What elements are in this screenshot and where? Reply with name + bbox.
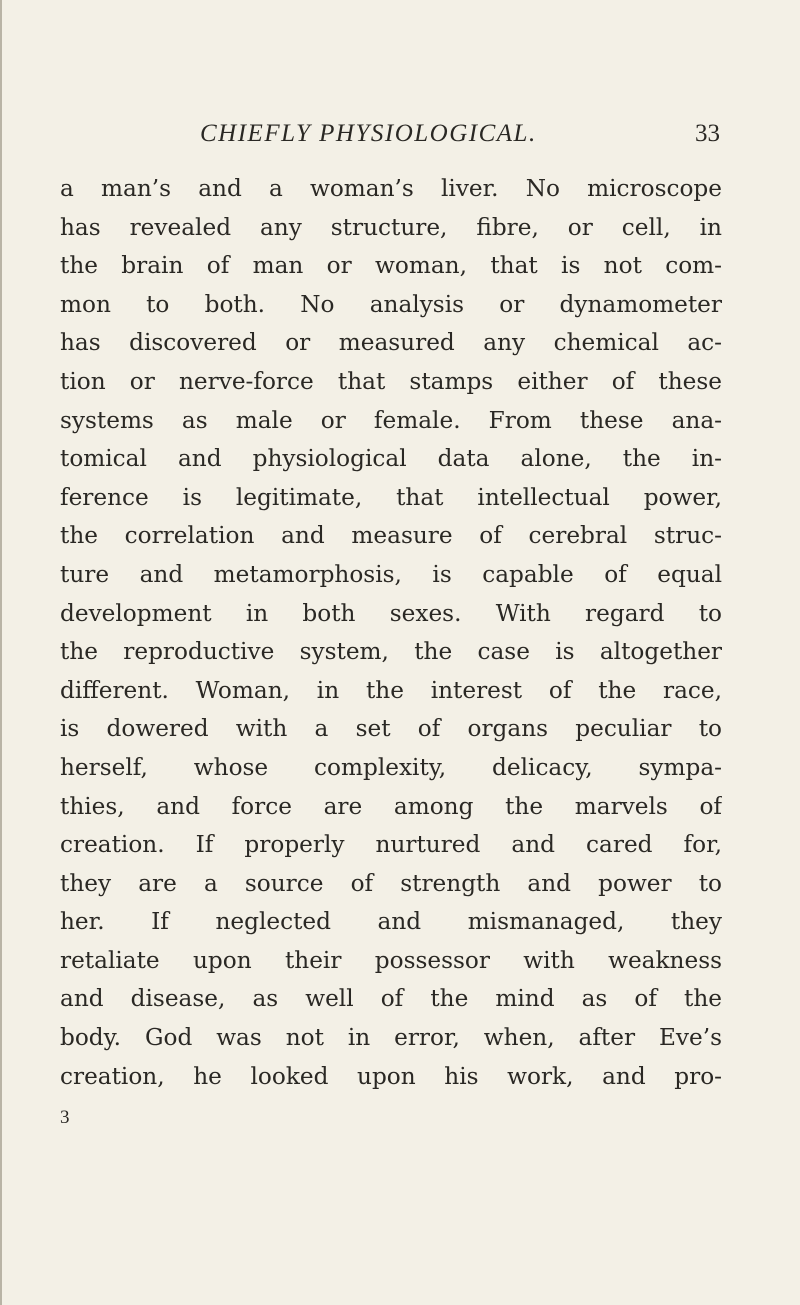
text-line: herself, whose complexity, delicacy, sympa-: [60, 753, 722, 781]
text-line: tomical and physiological data alone, the in-: [60, 445, 722, 473]
text-line: ference is legitimate, that intellectual power,: [60, 483, 722, 511]
text-line: creation, he looked upon his work, and pro-: [60, 1062, 722, 1090]
text-line: systems as male or female. From these ana-: [60, 406, 722, 434]
text-line: her. If neglected and mismanaged, they: [60, 908, 722, 936]
page-edge: [0, 0, 2, 1305]
text-line: retaliate upon their possessor with weakness: [60, 946, 722, 974]
text-line: has discovered or measured any chemical ac-: [60, 329, 722, 357]
text-line: they are a source of strength and power to: [60, 869, 722, 897]
text-line: the brain of man or woman, that is not com-: [60, 252, 722, 280]
text-line: tion or nerve-force that stamps either of these: [60, 367, 722, 395]
text-line: is dowered with a set of organs peculiar to: [60, 715, 722, 743]
text-line: different. Woman, in the interest of the race,: [60, 676, 722, 704]
text-line: a man’s and a woman’s liver. No microscope: [60, 175, 722, 202]
signature-mark: 3: [60, 1107, 70, 1128]
text-line: the reproductive system, the case is altogether: [60, 638, 722, 666]
text-line: and disease, as well of the mind as of the: [60, 985, 722, 1013]
text-line: creation. If properly nurtured and cared for,: [60, 831, 722, 859]
text-line: has revealed any structure, fibre, or cell, in: [60, 213, 722, 241]
running-head: [60, 116, 720, 152]
text-line: development in both sexes. With regard to: [60, 599, 722, 627]
page-number: 33: [695, 120, 720, 147]
text-line: mon to both. No analysis or dynamometer: [60, 290, 722, 318]
text-line: ture and metamorphosis, is capable of equal: [60, 560, 722, 588]
text-line: body. God was not in error, when, after Eve’s: [60, 1024, 722, 1052]
text-line: the correlation and measure of cerebral struc-: [60, 522, 722, 550]
text-line: thies, and force are among the marvels of: [60, 792, 722, 820]
body-text: [60, 170, 722, 1096]
running-head-title: CHIEFLY PHYSIOLOGICAL.: [200, 120, 537, 147]
